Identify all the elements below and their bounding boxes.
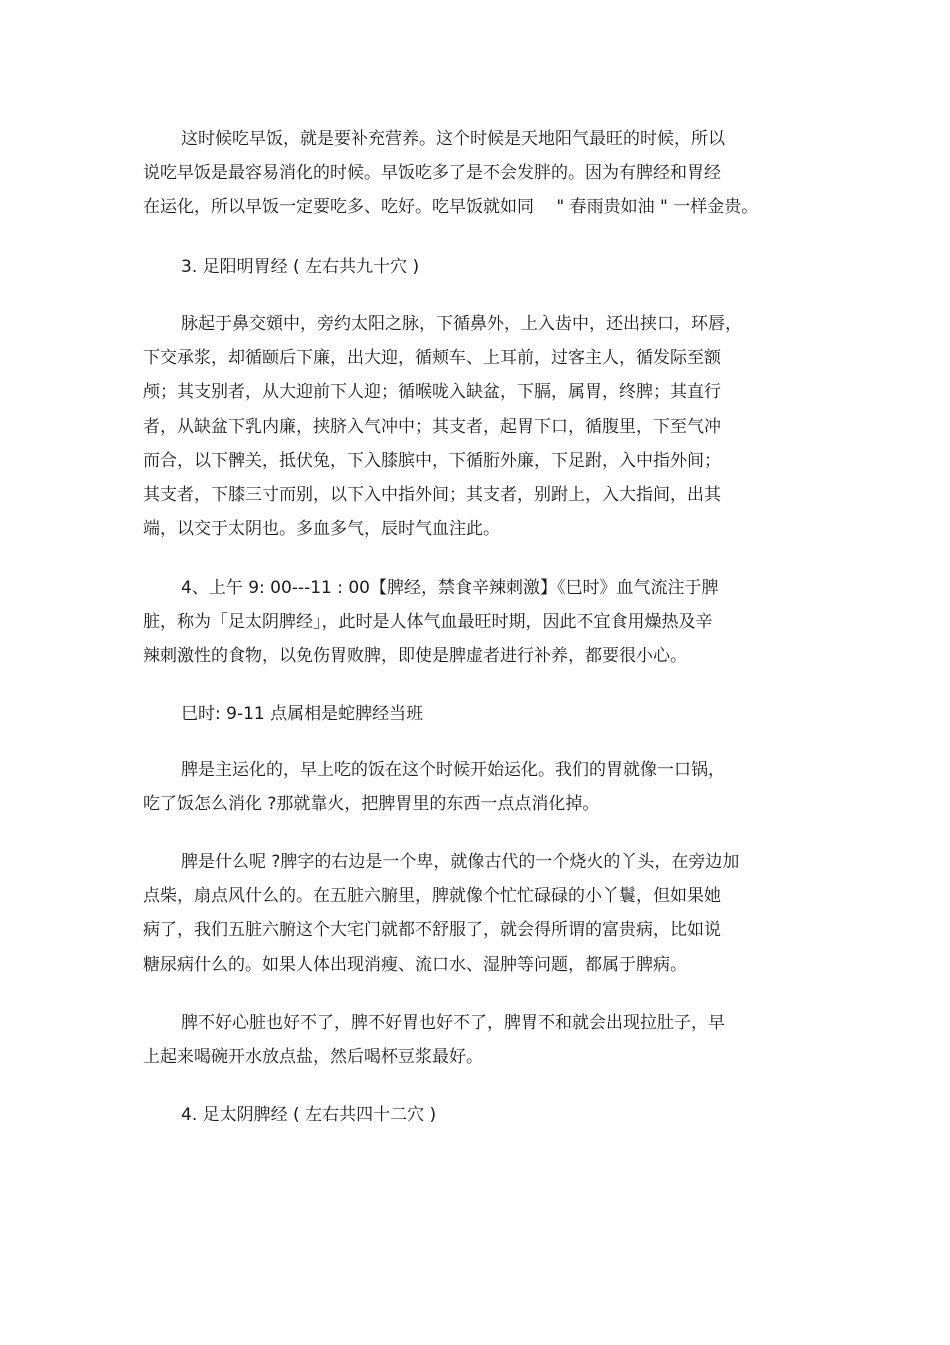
text-line: 病了，我们五脏六腑这个大宅门就都不舒服了，就会得所谓的富贵病，比如说	[143, 920, 721, 940]
text-line: 而合，以下髀关，抵伏兔，下入膝膑中，下循胻外廉，下足跗，入中指外间；	[143, 451, 721, 471]
text-line: 糖尿病什么的。如果人体出现消瘦、流口水、湿肿等问题，都属于脾病。	[143, 955, 687, 975]
text-line: 吃了饭怎么消化 ?那就靠火，把脾胃里的东西一点点消化掉。	[143, 794, 600, 814]
text-line: 3. 足阳明胃经 ( 左右共九十穴 )	[181, 257, 420, 277]
text-line: 点柴，扇点风什么的。在五脏六腑里，脾就像个忙忙碌碌的小丫鬟，但如果她	[143, 886, 721, 906]
text-line: 4. 足太阴脾经 ( 左右共四十二穴 )	[181, 1105, 437, 1125]
text-line: 辣刺激性的食物，以免伤胃败脾，即使是脾虚者进行补养，都要很小心。	[143, 646, 687, 666]
text-line: 颅；其支别者，从大迎前下人迎；循喉咙入缺盆，下膈，属胃，终脾；其直行	[143, 382, 721, 402]
text-line: 脉起于鼻交頞中，旁约太阳之脉，下循鼻外，上入齿中，还出挟口，环唇，	[181, 314, 742, 334]
text-line: 脾是什么呢 ?脾字的右边是一个卑，就像古代的一个烧火的丫头，在旁边加	[181, 852, 740, 872]
text-line: 上起来喝碗开水放点盐，然后喝杯豆浆最好。	[143, 1047, 483, 1067]
text-line: 下交承浆，却循颐后下廉，出大迎，循颊车、上耳前，过客主人，循发际至额	[143, 348, 721, 368]
text-line: 其支者，下膝三寸而别，以下入中指外间；其支者，别跗上，入大指间，出其	[143, 485, 721, 505]
text-line: 者，从缺盆下乳内廉，挟脐入气冲中；其支者，起胃下口，循腹里，下至气冲	[143, 417, 721, 437]
text-line: 脏，称为「足太阴脾经」，此时是人体气血最旺时期，因此不宜食用燥热及辛	[143, 612, 713, 632]
text-line: 这时候吃早饭，就是要补充营养。这个时候是天地阳气最旺的时候，所以	[181, 129, 725, 149]
text-line: 脾不好心脏也好不了，脾不好胃也好不了，脾胃不和就会出现拉肚子，早	[181, 1013, 725, 1033]
text-line: 脾是主运化的，早上吃的饭在这个时候开始运化。我们的胃就像一口锅，	[181, 760, 725, 780]
text-line: 4、上午 9: 00---11 : 00【脾经，禁食辛辣刺激】《巳时》血气流注于脾	[181, 578, 719, 598]
text-line: 说吃早饭是最容易消化的时候。早饭吃多了是不会发胖的。因为有脾经和胃经	[143, 163, 721, 183]
text-line: 巳时: 9-11 点属相是蛇脾经当班	[181, 704, 424, 724]
text-line: 在运化，所以早饭一定要吃多、吃好。吃早饭就如同 " 春雨贵如油 " 一样金贵。	[143, 197, 759, 217]
text-line: 端，以交于太阴也。多血多气，辰时气血注此。	[143, 519, 500, 539]
